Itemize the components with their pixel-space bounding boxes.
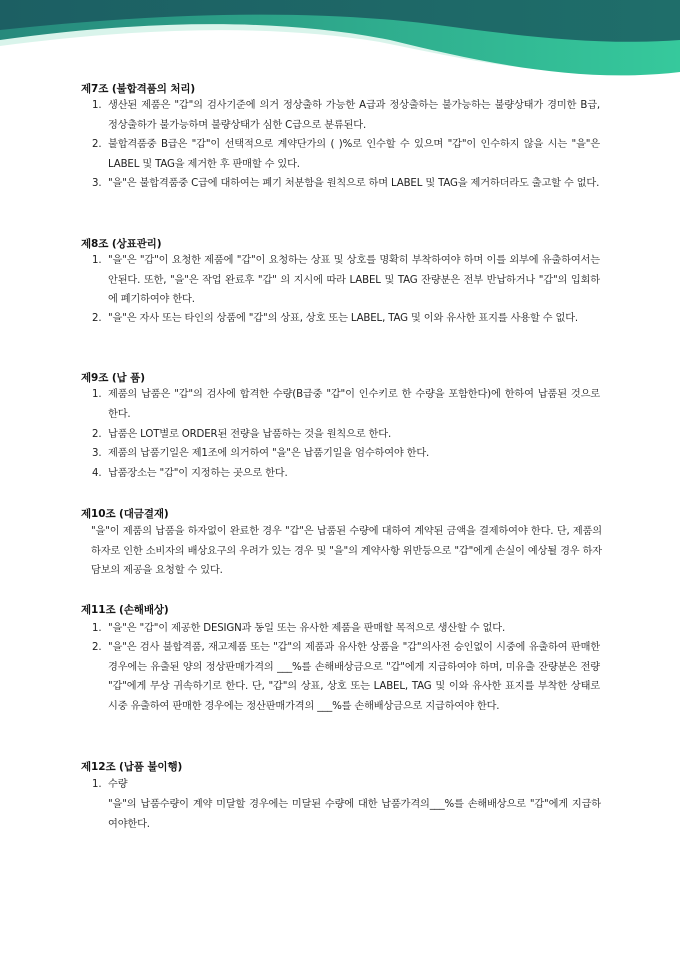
list-item: 2. "을"은 검사 불합격품, 재고제품 또는 "갑"의 제품과 유사한 상품을 "갑"의사전 승인없이 시중에 유출하여 판매한 경우에는 유출된 양의 정상판매가격의 ___%를 손해배상금으로 "갑"에게 지급하여야 하며, 미유출 잔량분은 전량 "갑"에게 무상 귀속하기로 한다. 단, "갑"의 상표, 상호 또는 LABEL, TAG 및 이와 유사한 표지를 부착한 상태로 시중 유출하여 판매한 경우에는 정산판매가격의 ___%를 손해배상금으로 지급하여야 한다.: [92, 642, 600, 712]
list-item: 1. 제품의 납품은 "갑"의 검사에 합격한 수량(B급중 "갑"이 인수키로 한 수량을 포함한다)에 한하여 납품된 것으로 한다.: [92, 389, 600, 420]
article-10-heading: 제10조 (대금결재): [81, 508, 169, 520]
header-wave-decoration: [0, 0, 680, 80]
article-10-paragraph: "을"이 제품의 납품을 하자없이 완료한 경우 "갑"은 납품된 수량에 대하여 계약된 금액을 결제하여야 한다. 단, 제품의 하자로 인한 소비자의 배상요구의 우려가 있는 경우 및 "을"의 계약사항 위반등으로 "갑"에게 손실이 예상될 경우 하자담보의 제공을 요청할 수 있다.: [91, 526, 602, 576]
article-7-heading: 제7조 (불합격품의 처리): [81, 83, 196, 95]
list-item: 4. 납품장소는 "갑"이 지정하는 곳으로 한다.: [92, 468, 288, 479]
article-12-sub-paragraph: "을"의 납품수량이 계약 미달할 경우에는 미달된 수량에 대한 납품가격의___%를 손해배상으로 "갑"에게 지급하여야한다.: [108, 799, 601, 830]
article-9-heading: 제9조 (납 품): [81, 372, 145, 384]
list-item: 1. 생산된 제품은 "갑"의 검사기준에 의거 정상출하 가능한 A급과 정상출하는 불가능하는 불량상태가 경미한 B급, 정상출하가 불가능하며 불량상태가 심한 C급으로 분류된다.: [92, 100, 600, 131]
article-8-heading: 제8조 (상표관리): [81, 238, 162, 250]
article-11-heading: 제11조 (손해배상): [81, 604, 169, 616]
list-item: 2. 납품은 LOT별로 ORDER된 전량을 납품하는 것을 원칙으로 한다.: [92, 429, 392, 440]
list-item: 3. "을"은 불합격품중 C급에 대하여는 폐기 처분함을 원칙으로 하며 LABEL 및 TAG을 제거하더라도 출고할 수 없다.: [92, 178, 600, 189]
list-item: 1. "을"은 "갑"이 요청한 제품에 "갑"이 요청하는 상표 및 상호를 명확히 부착하여야 하며 이를 외부에 유출하여서는 안된다. 또한, "을"은 작업 완료후 "갑" 의 지시에 따라 LABEL 및 TAG 잔량분은 전부 반납하거나 "갑"의 입회하에 폐기하여야 한다.: [92, 255, 600, 305]
list-item: 2. "을"은 자사 또는 타인의 상품에 "갑"의 상표, 상호 또는 LABEL, TAG 및 이와 유사한 표지를 사용할 수 없다.: [92, 313, 578, 324]
list-item: 3. 제품의 납품기일은 제1조에 의거하여 "을"은 납품기일을 엄수하여야 한다.: [92, 448, 430, 459]
list-item: 1. 수량: [92, 779, 128, 790]
article-12-heading: 제12조 (납품 불이행): [81, 761, 183, 773]
list-item: 1. "을"은 "갑"이 제공한 DESIGN과 동일 또는 유사한 제품을 판매할 목적으로 생산할 수 없다.: [92, 623, 506, 634]
list-item: 2. 불합격품중 B급은 "갑"이 선택적으로 계약단가의 ( )%로 인수할 수 있으며 "갑"이 인수하지 않을 시는 "을"은 LABEL 및 TAG을 제거한 후 판매할 수 있다.: [92, 139, 600, 170]
